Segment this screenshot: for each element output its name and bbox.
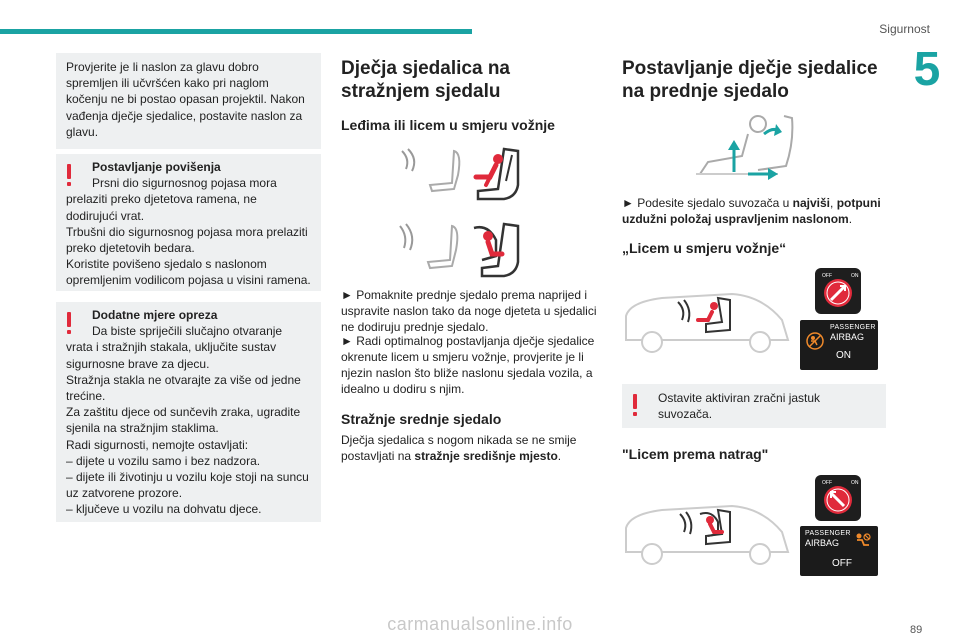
headrest-text: Provjerite je li naslon za glavu dobro spremljen ili učvršćen kako pri naglom kočenju ne bi postao opasan projektil. Nakon vađenja dječje sjedalice, postavite naslon za glavu. — [66, 60, 305, 139]
warning-line: Stražnja stakla ne otvarajte za više od jedne trećine. — [66, 372, 301, 404]
warning-line: – dijete ili životinju u vozilu koje stoji na suncu uz zatvorene prozore. — [66, 470, 309, 501]
warning-line: Prsni dio sigurnosnog pojasa mora prelaziti preko djetetova ramena, ne dodirujući vrat. — [66, 176, 277, 223]
section-title: Sigurnost — [879, 22, 930, 36]
airbag-on-indicator — [800, 320, 878, 370]
airbag-label-airbag: AIRBAG — [805, 538, 840, 548]
warning-line: Za zaštitu djece od sunčevih zraka, ugradite sjenila na stražnjim staklima. — [66, 405, 301, 436]
instruction-sep: , — [830, 196, 837, 210]
forward-facing-heading: „Licem u smjeru vožnje“ — [622, 240, 787, 256]
note-box — [622, 384, 886, 428]
airbag-off-label: OFF — [832, 558, 852, 569]
switch-off-label: OFF — [822, 273, 832, 279]
instruction-text: ► Podesite sjedalo suvozača u — [622, 196, 793, 210]
front-seat-heading: Postavljanje dječje sjedalice na prednje sjedalo — [622, 58, 878, 102]
seat-forward-illustration — [394, 145, 544, 207]
airbag-switch-off-icon — [814, 474, 862, 522]
watermark: carmanualsonline.info — [387, 614, 573, 634]
header-accent-bar — [0, 29, 472, 34]
seat-adjust-illustration — [688, 112, 808, 187]
rear-seat-para-1: ► Pomaknite prednje sjedalo prema naprijed i uspravite naslon tako da noge djeteta u sjedalici ne dodiruju prednje sjedalo. — [341, 288, 597, 334]
instruction-end: . — [848, 212, 853, 226]
warning-icon — [65, 164, 73, 186]
airbag-on-icon — [806, 332, 824, 350]
warning-line: Radi sigurnosti, nemojte ostavljati: — [66, 437, 249, 452]
rear-center-text-end: . — [557, 449, 562, 463]
front-seat-instruction — [622, 195, 892, 227]
warning-box-precautions — [56, 302, 321, 522]
switch-on-label: ON — [851, 273, 859, 279]
warning-line: Da biste spriječili slučajno otvaranje vrata i stražnjih stakala, uključite sustav sigurnosne brave za djecu. — [66, 324, 283, 371]
airbag-on-label: ON — [836, 350, 851, 361]
warning-line: – dijete u vozilu samo i bez nadzora. — [66, 453, 261, 468]
warning-box-booster — [56, 154, 321, 291]
page-number: 89 — [910, 624, 923, 636]
rear-seat-heading: Dječja sjedalica na stražnjem sjedalu — [341, 58, 510, 102]
rear-center-text-bold: stražnje središnje mjesto — [414, 449, 558, 463]
seat-rear-facing-illustration — [392, 220, 542, 280]
rear-center-text — [341, 432, 599, 464]
warning-icon — [65, 312, 73, 334]
info-box-headrest — [56, 53, 321, 149]
warning-icon — [631, 394, 639, 416]
chapter-number: 5 — [913, 43, 941, 96]
note-text: Ostavite aktiviran zračni jastuk suvozača. — [658, 391, 821, 422]
warning-line: – ključeve u vozilu na dohvatu djece. — [66, 502, 262, 517]
switch-on-label: ON — [851, 480, 859, 486]
warning-title: Dodatne mjere opreza — [92, 308, 218, 322]
warning-title: Postavljanje povišenja — [92, 160, 221, 174]
car-rear-facing-illustration — [622, 492, 792, 572]
car-forward-illustration — [622, 280, 792, 360]
airbag-label-passenger: PASSENGER — [805, 530, 851, 537]
airbag-label-passenger: PASSENGER — [830, 324, 876, 331]
instruction-bold-2: potpuni uzdužni položaj uspravljenim naslonom — [622, 196, 881, 226]
direction-subheading: Leđima ili licem u smjeru vožnje — [341, 117, 555, 133]
rear-seat-para-2: ► Radi optimalnog postavljanja dječje sjedalice okrenute licem u smjeru vožnje, provjerite je li njezin naslon što bliže naslonu sjedala vozila, a idealno u dodiru s njim. — [341, 334, 595, 396]
rear-center-text-part: Dječja sjedalica s nogom nikada se ne smije postavljati na — [341, 433, 577, 463]
warning-line: Koristite povišeno sjedalo s naslonom opremljenim vodilicom pojasa u visini ramena. — [66, 257, 311, 288]
airbag-off-icon — [854, 532, 872, 550]
warning-line: Trbušni dio sigurnosnog pojasa mora prelaziti preko djetetovih bedara. — [66, 224, 308, 256]
switch-off-label: OFF — [822, 480, 832, 486]
rear-center-heading: Stražnje srednje sjedalo — [341, 411, 502, 427]
airbag-label-airbag: AIRBAG — [830, 332, 865, 342]
airbag-off-indicator — [800, 526, 878, 576]
airbag-switch-on-icon — [814, 267, 862, 315]
rear-facing-heading: "Licem prema natrag" — [622, 446, 769, 462]
instruction-bold-1: najviši — [792, 196, 831, 210]
